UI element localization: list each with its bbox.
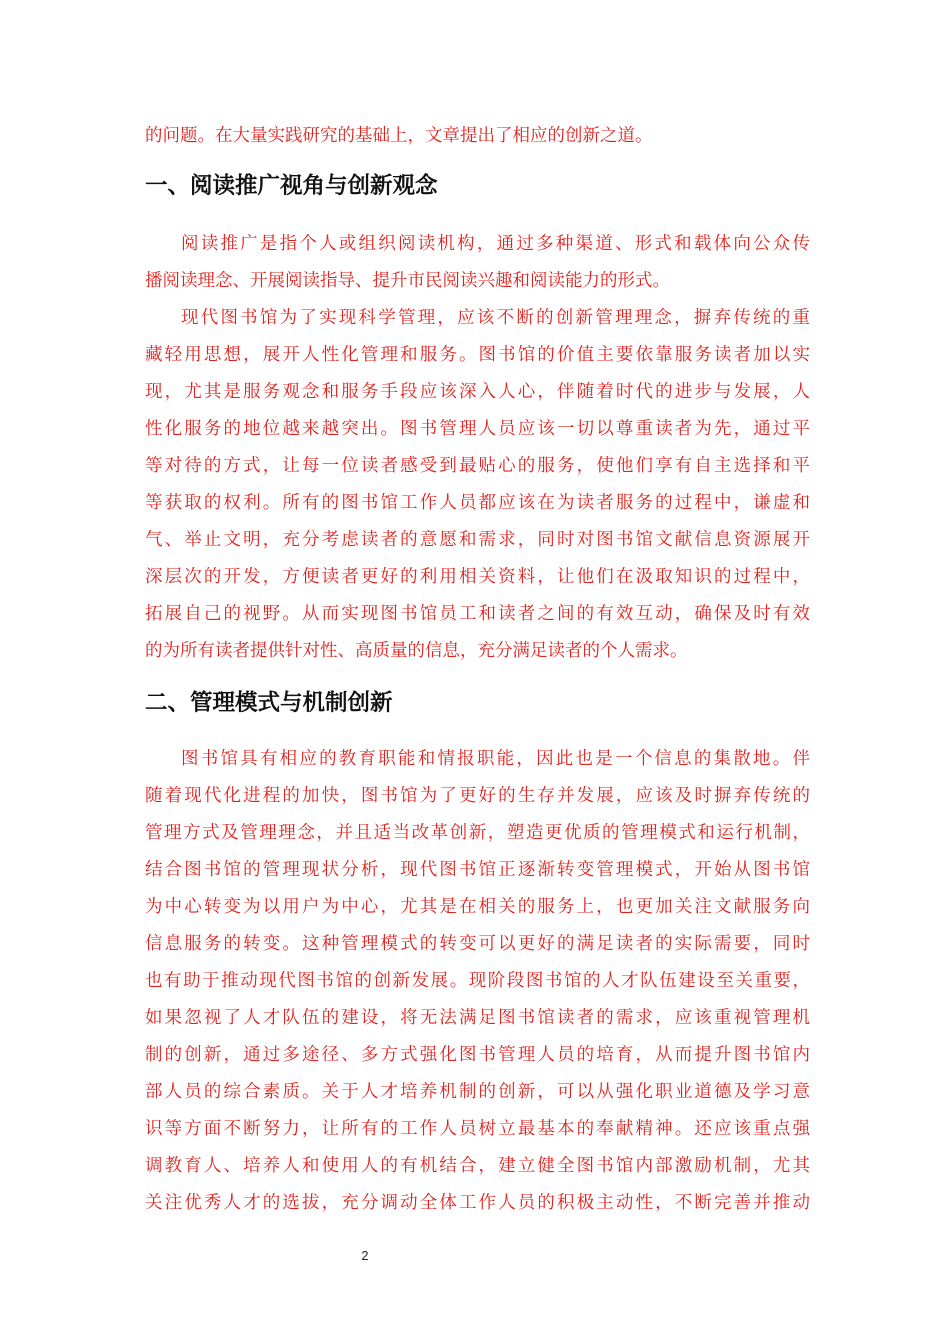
body-text-line: 的为所有读者提供针对性、高质量的信息，充分满足读者的个人需求。 — [145, 641, 688, 661]
body-text-line: 调教育人、培养人和使用人的有机结合，建立健全图书馆内部激励机制，尤其 — [145, 1156, 810, 1176]
body-text-line: 气、举止文明，充分考虑读者的意愿和需求，同时对图书馆文献信息资源展开 — [145, 530, 810, 550]
body-text-line: 也有助于推动现代图书馆的创新发展。现阶段图书馆的人才队伍建设至关重要， — [145, 971, 810, 991]
section-heading-reading-promotion: 一、阅读推广视角与创新观念 — [145, 173, 438, 199]
body-text-line: 等对待的方式，让每一位读者感受到最贴心的服务，使他们享有自主选择和平 — [145, 456, 810, 476]
body-text-line: 性化服务的地位越来越突出。图书管理人员应该一切以尊重读者为先，通过平 — [145, 419, 810, 439]
body-text-line: 如果忽视了人才队伍的建设，将无法满足图书馆读者的需求，应该重视管理机 — [145, 1008, 810, 1028]
intro-text-line: 的问题。在大量实践研究的基础上，文章提出了相应的创新之道。 — [145, 126, 653, 146]
body-text-line: 制的创新，通过多途径、多方式强化图书管理人员的培育，从而提升图书馆内 — [145, 1045, 810, 1065]
body-text-line: 等获取的权利。所有的图书馆工作人员都应该在为读者服务的过程中，谦虚和 — [145, 493, 810, 513]
body-text-line: 图书馆具有相应的教育职能和情报职能，因此也是一个信息的集散地。伴 — [181, 749, 810, 769]
section-heading-management-mode: 二、管理模式与机制创新 — [145, 690, 393, 716]
body-text-line: 关注优秀人才的选拔，充分调动全体工作人员的积极主动性，不断完善并推动 — [145, 1193, 810, 1213]
body-text-line: 播阅读理念、开展阅读指导、提升市民阅读兴趣和阅读能力的形式。 — [145, 271, 670, 291]
body-text-line: 阅读推广是指个人或组织阅读机构，通过多种渠道、形式和载体向公众传 — [181, 234, 810, 254]
page-number: 2 — [361, 1249, 369, 1263]
body-text-line: 拓展自己的视野。从而实现图书馆员工和读者之间的有效互动，确保及时有效 — [145, 604, 810, 624]
body-text-line: 部人员的综合素质。关于人才培养机制的创新，可以从强化职业道德及学习意 — [145, 1082, 810, 1102]
body-text-line: 藏轻用思想，展开人性化管理和服务。图书馆的价值主要依靠服务读者加以实 — [145, 345, 810, 365]
body-text-line: 深层次的开发，方便读者更好的利用相关资料，让他们在汲取知识的过程中， — [145, 567, 810, 587]
body-text-line: 现，尤其是服务观念和服务手段应该深入人心，伴随着时代的进步与发展，人 — [145, 382, 810, 402]
body-text-line: 为中心转变为以用户为中心，尤其是在相关的服务上，也更加关注文献服务向 — [145, 897, 810, 917]
body-text-line: 结合图书馆的管理现状分析，现代图书馆正逐渐转变管理模式，开始从图书馆 — [145, 860, 810, 880]
body-text-line: 信息服务的转变。这种管理模式的转变可以更好的满足读者的实际需要，同时 — [145, 934, 810, 954]
body-text-line: 现代图书馆为了实现科学管理，应该不断的创新管理理念，摒弃传统的重 — [181, 308, 810, 328]
body-text-line: 识等方面不断努力，让所有的工作人员树立最基本的奉献精神。还应该重点强 — [145, 1119, 810, 1139]
body-text-line: 管理方式及管理理念，并且适当改革创新，塑造更优质的管理模式和运行机制， — [145, 823, 810, 843]
body-text-line: 随着现代化进程的加快，图书馆为了更好的生存并发展，应该及时摒弃传统的 — [145, 786, 810, 806]
